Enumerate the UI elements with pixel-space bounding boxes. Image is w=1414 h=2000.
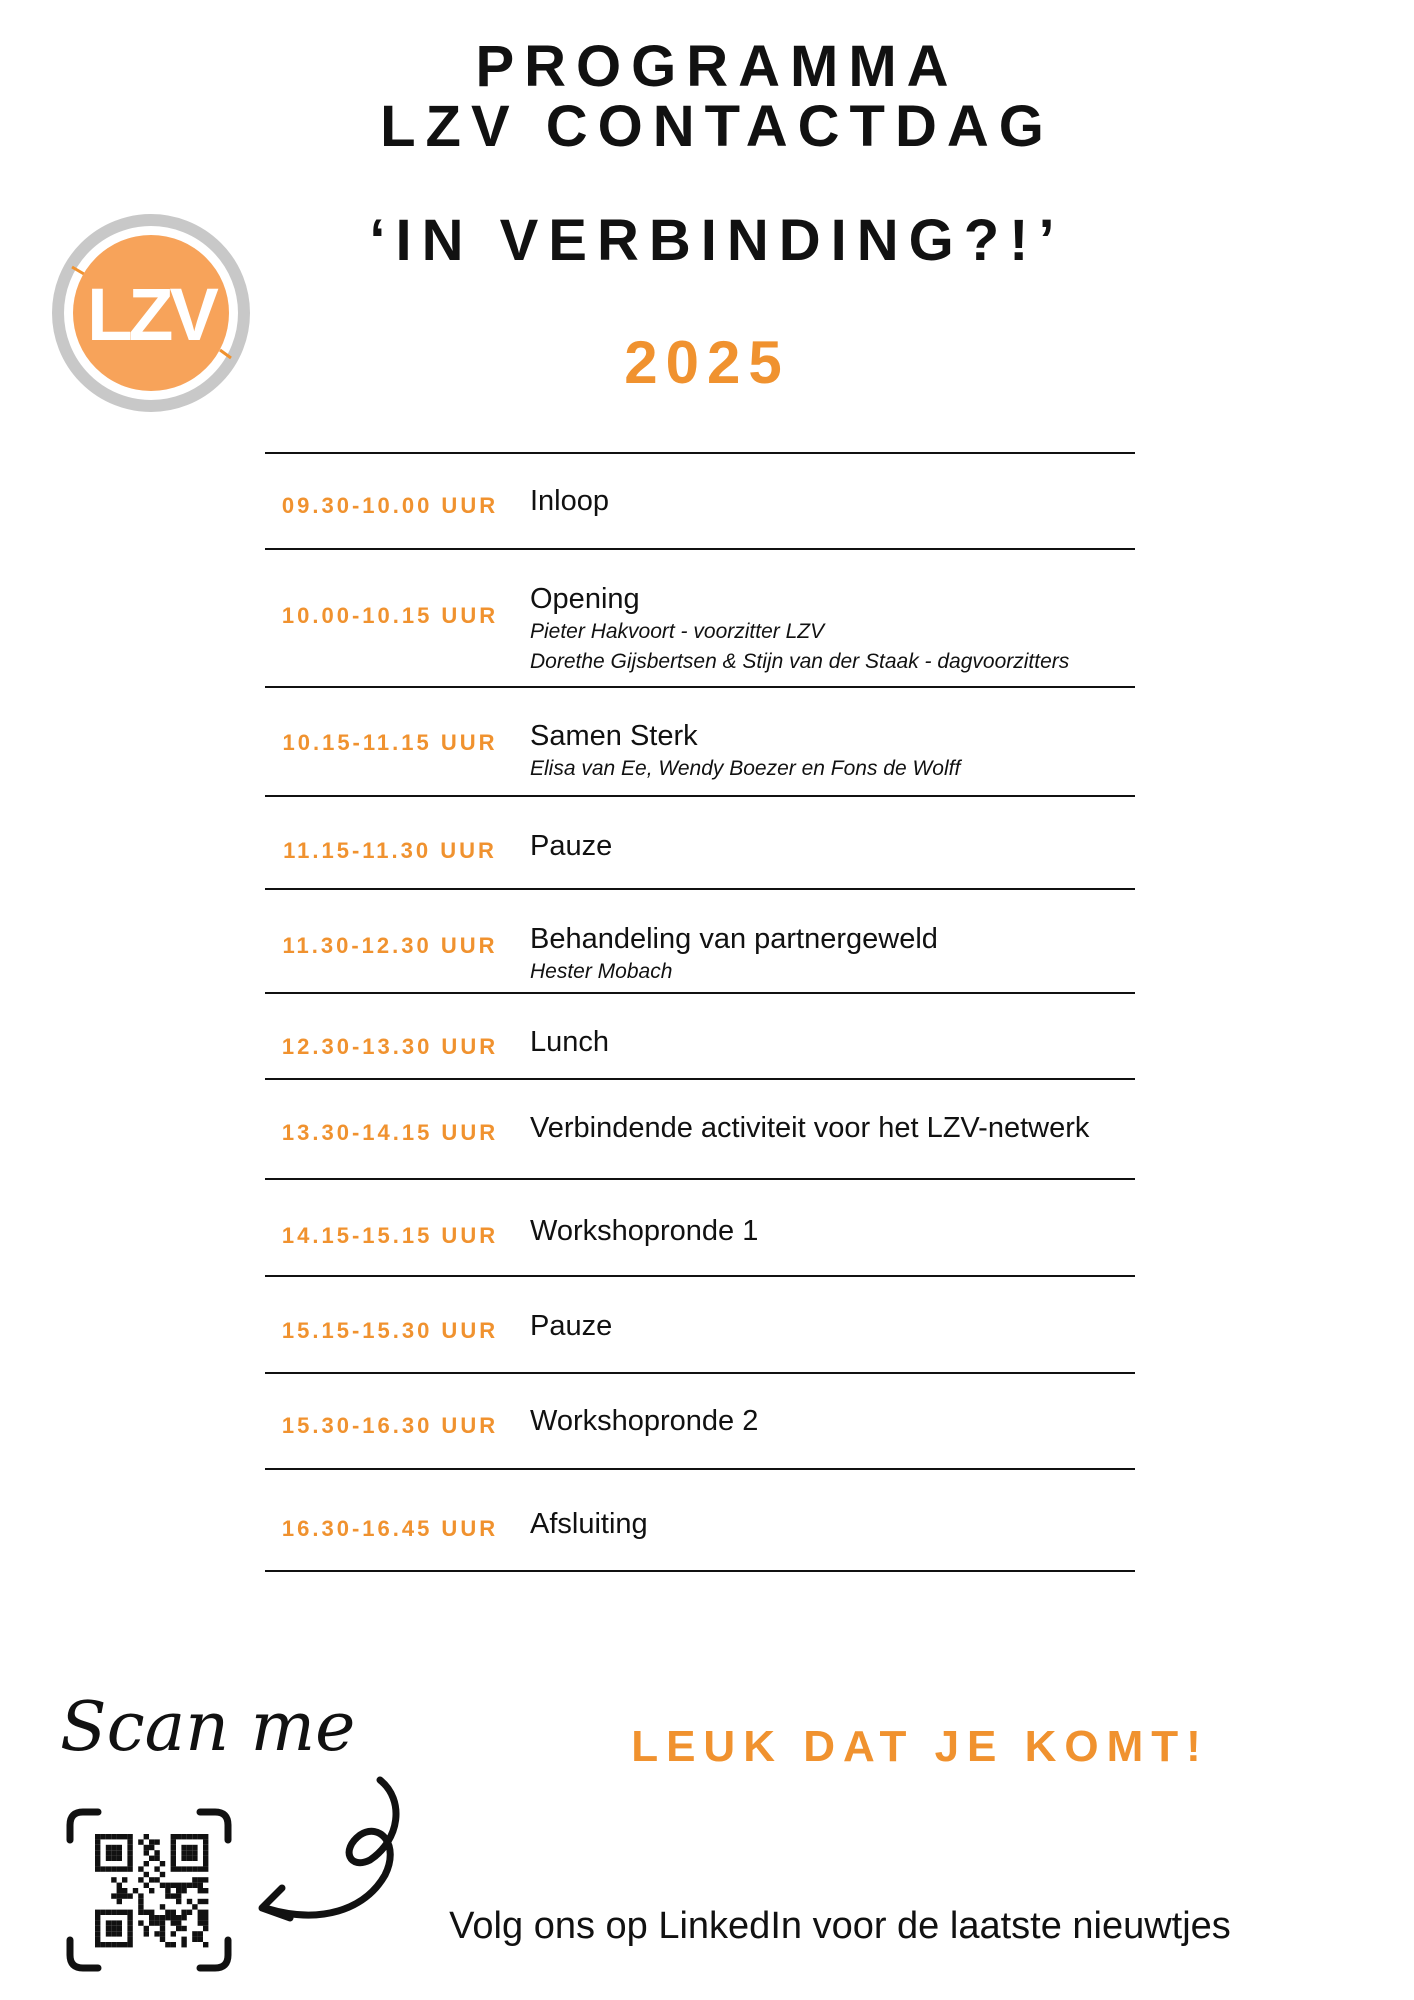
divider-line: [265, 992, 1135, 994]
linkedin-follow-text: Volg ons op LinkedIn voor de laatste nieuwtjes: [449, 1905, 1231, 1947]
schedule-time: 14.15-15.15 UUR: [281, 1223, 499, 1248]
activity-title: Pauze: [530, 830, 613, 862]
arrow-icon: [265, 1780, 396, 1915]
schedule-activity: [530, 581, 1130, 677]
divider-line: [265, 1078, 1135, 1080]
divider-line: [265, 686, 1135, 688]
divider-line: [265, 888, 1135, 890]
activity-speaker: Dorethe Gijsbertsen & Stijn van der Staak - dagvoorzitters: [530, 650, 1070, 673]
title-line-2: LZV CONTACTDAG: [380, 94, 1054, 159]
title-line-1: PROGRAMMA: [475, 34, 959, 99]
year-label: 2025: [624, 329, 790, 396]
schedule-activity: [530, 1308, 1130, 1344]
schedule-time: 11.15-11.30 UUR: [283, 838, 497, 863]
activity-speaker: Hester Mobach: [530, 960, 673, 983]
activity-title: Workshopronde 1: [530, 1215, 759, 1247]
divider-line: [265, 1372, 1135, 1374]
divider-line: [265, 452, 1135, 454]
schedule-activity: [530, 1024, 1130, 1060]
activity-title: Opening: [530, 583, 640, 615]
divider-line: [265, 1275, 1135, 1277]
schedule-time: 10.15-11.15 UUR: [282, 730, 498, 755]
logo-text: LZV: [87, 273, 215, 356]
schedule-activity: [530, 1213, 1130, 1249]
activity-title: Lunch: [530, 1026, 610, 1058]
schedule-time: 12.30-13.30 UUR: [281, 1034, 499, 1059]
divider-line: [265, 1468, 1135, 1470]
schedule-time: 09.30-10.00 UUR: [281, 493, 499, 518]
divider-line: [265, 1178, 1135, 1180]
activity-title: Samen Sterk: [530, 720, 698, 752]
activity-title: Behandeling van partnergeweld: [530, 923, 938, 955]
scan-me-text: Scan me: [60, 1688, 356, 1767]
schedule-time: 15.15-15.30 UUR: [281, 1318, 499, 1343]
schedule-activity: [530, 483, 1130, 519]
activity-title: Workshopronde 2: [530, 1405, 759, 1437]
activity-title: Inloop: [530, 485, 610, 517]
schedule-activity: [530, 1506, 1130, 1542]
schedule-activity: [530, 1110, 1130, 1146]
schedule-activity: [530, 1403, 1130, 1439]
schedule-time: 11.30-12.30 UUR: [282, 933, 498, 958]
divider-line: [265, 1570, 1135, 1572]
lzv-logo-icon: [50, 212, 252, 414]
qr-code-icon: [95, 1834, 208, 1947]
schedule-time: 13.30-14.15 UUR: [281, 1120, 499, 1145]
activity-title: Afsluiting: [530, 1508, 648, 1540]
divider-line: [265, 795, 1135, 797]
schedule-time: 15.30-16.30 UUR: [281, 1413, 499, 1438]
activity-speaker: Pieter Hakvoort - voorzitter LZV: [530, 620, 825, 643]
arrow-head-icon: [262, 1888, 290, 1918]
activity-title: Pauze: [530, 1310, 613, 1342]
theme-title: ‘IN VERBINDING?!’: [369, 208, 1065, 273]
activity-speaker: Elisa van Ee, Wendy Boezer en Fons de Wolff: [530, 757, 961, 780]
thanks-message: LEUK DAT JE KOMT!: [631, 1722, 1209, 1771]
schedule-activity: [530, 828, 1130, 864]
divider-line: [265, 548, 1135, 550]
schedule-activity: [530, 921, 1130, 987]
activity-title: Verbindende activiteit voor het LZV-netwerk: [530, 1112, 1090, 1144]
schedule-time: 16.30-16.45 UUR: [281, 1516, 499, 1541]
schedule-time: 10.00-10.15 UUR: [281, 603, 499, 628]
schedule-activity: [530, 718, 1130, 784]
